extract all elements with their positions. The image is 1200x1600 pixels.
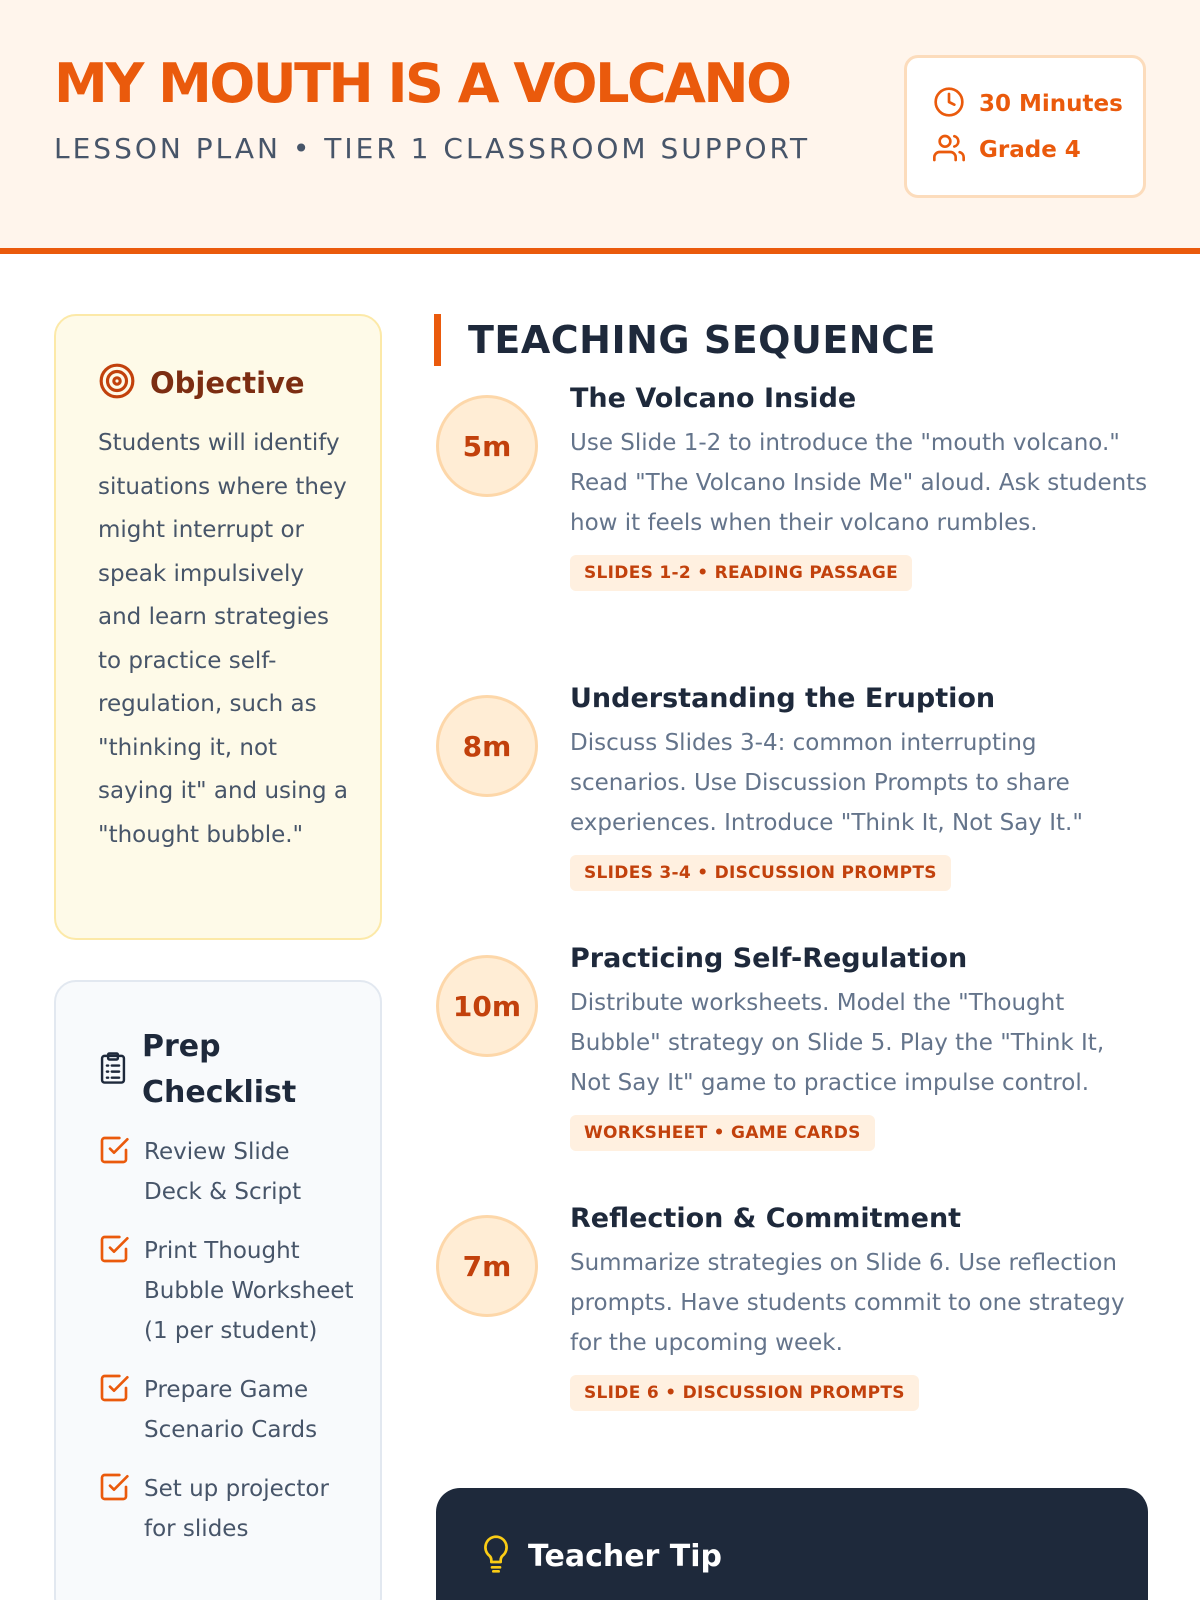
duration-row: [933, 86, 1123, 122]
step-description: Use Slide 1-2 to introduce the "mouth volcano." Read "The Volcano Inside Me" aloud. Ask students how it feels when their volcano rumbles.: [570, 430, 1148, 536]
step-title: Reflection & Commitment: [570, 1203, 962, 1234]
grade-row: [933, 132, 1081, 168]
prep-list: [98, 1132, 358, 1568]
checkbox-checked-icon: [98, 1132, 130, 1212]
prep-checklist-card: [54, 980, 382, 1600]
lesson-title: MY MOUTH IS A VOLCANO: [54, 52, 790, 115]
prep-item: [98, 1132, 358, 1212]
sequence-title: TEACHING SEQUENCE: [468, 318, 936, 362]
step-title: Practicing Self-Regulation: [570, 943, 968, 974]
step-body: [570, 943, 1150, 1151]
prep-item-label: Prepare Game Scenario Cards: [144, 1377, 318, 1443]
clipboard-icon: [98, 1051, 128, 1089]
checkbox-checked-icon: [98, 1370, 130, 1450]
checkbox-checked-icon: [98, 1469, 130, 1549]
step-body: [570, 383, 1150, 591]
step-body: [570, 683, 1150, 891]
objective-title: Objective: [150, 366, 305, 400]
step-time-badge: 7m: [436, 1215, 538, 1317]
lesson-header: [0, 0, 1200, 254]
users-icon: [933, 132, 965, 168]
lesson-meta-box: [904, 55, 1146, 198]
step-description: Discuss Slides 3-4: common interrupting scenarios. Use Discussion Prompts to share experiences. Introduce "Think It, Not Say It.": [570, 730, 1083, 836]
tip-title: Teacher Tip: [528, 1538, 723, 1574]
prep-header: [98, 1024, 312, 1116]
checkbox-checked-icon: [98, 1231, 130, 1351]
step-body: [570, 1203, 1150, 1411]
step-time-badge: 10m: [436, 955, 538, 1057]
step-materials-tag: SLIDE 6 • DISCUSSION PROMPTS: [570, 1375, 919, 1411]
prep-item: [98, 1370, 358, 1450]
clock-icon: [933, 86, 965, 122]
prep-item-label: Review Slide Deck & Script: [144, 1139, 302, 1205]
grade-text: Grade 4: [979, 137, 1081, 163]
prep-title: Prep Checklist: [142, 1029, 297, 1110]
step-title: Understanding the Eruption: [570, 683, 996, 714]
objective-card: [54, 314, 382, 940]
step-materials-tag: WORKSHEET • GAME CARDS: [570, 1115, 875, 1151]
step-description: Distribute worksheets. Model the "Thought Bubble" strategy on Slide 5. Play the "Think It, Not Say It" game to practice impulse control.: [570, 990, 1105, 1096]
lightbulb-icon: [480, 1534, 512, 1578]
section-accent-bar: [434, 314, 441, 366]
objective-text: Students will identify situations where they might interrupt or speak impulsively and learn strategies to practice self-regulation, such as "thinking it, not saying it" and using a "thought bubble.": [98, 430, 348, 848]
step-time-badge: 8m: [436, 695, 538, 797]
prep-item: [98, 1469, 358, 1549]
lesson-subtitle: LESSON PLAN • TIER 1 CLASSROOM SUPPORT: [54, 132, 811, 165]
step-time-badge: 5m: [436, 395, 538, 497]
duration-text: 30 Minutes: [979, 91, 1123, 117]
step-materials-tag: SLIDES 1-2 • READING PASSAGE: [570, 555, 912, 591]
target-icon: [98, 362, 136, 404]
objective-header: [98, 362, 305, 404]
step-title: The Volcano Inside: [570, 383, 857, 414]
step-materials-tag: SLIDES 3-4 • DISCUSSION PROMPTS: [570, 855, 951, 891]
teacher-tip-card: [436, 1488, 1148, 1600]
prep-item: [98, 1231, 358, 1351]
prep-item-label: Set up projector for slides: [144, 1476, 329, 1542]
prep-item-label: Print Thought Bubble Worksheet (1 per student): [144, 1238, 354, 1344]
step-description: Summarize strategies on Slide 6. Use reflection prompts. Have students commit to one strategy for the upcoming week.: [570, 1250, 1125, 1356]
tip-header: [480, 1534, 722, 1578]
